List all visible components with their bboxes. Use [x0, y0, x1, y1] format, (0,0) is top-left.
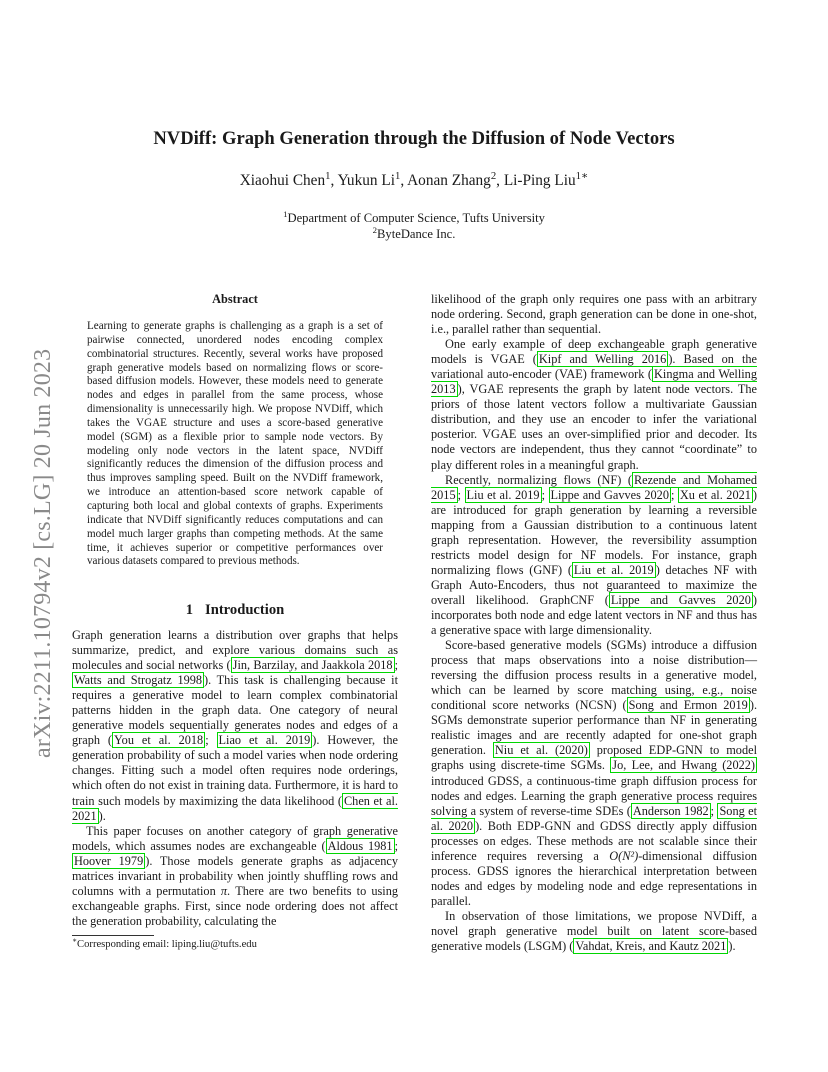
arxiv-identifier: arXiv:2211.10794v2 [cs.LG] 20 Jun 2023 [30, 348, 56, 758]
affiliation-text: ByteDance Inc. [377, 227, 456, 241]
author-name: Xiaohui Chen [239, 172, 326, 189]
text-run: ; [541, 487, 549, 502]
paper-title: NVDiff: Graph Generation through the Diffusion of Node Vectors [153, 128, 675, 149]
section-heading-introduction [72, 602, 398, 619]
citation-link[interactable]: Hoover 1979 [74, 853, 144, 868]
citation-link[interactable]: Anderson 1982 [632, 803, 709, 818]
text-run: ). [98, 808, 106, 823]
right-column-body [431, 292, 757, 954]
citation-link[interactable]: Jo, Lee, and Hwang (2022) [612, 758, 755, 773]
text-run: ; [394, 658, 398, 673]
author-affiliation-mark: 2 [490, 169, 497, 182]
text-run: ) are introduced for graph generation by learning a reversible mapping from a Gaussian distribution to a continuous latent graph representation. However, the reversibility assumption restricts model design for NF models. For instance, graph normalizing flows (GNF) ( [431, 487, 758, 577]
text-run: introduced GDSS, a continuous-time graph diffusion process for nodes and edges. Learning the graph generative process requires solving a system of reverse-time SDEs ( [431, 773, 757, 818]
text-run: ) incorporates both node and edge latent vectors in NF and thus has a generative space with large dimensionality. [431, 592, 757, 638]
citation-link[interactable]: Rezende and Mohamed 2015 [431, 472, 757, 502]
text-run: ; [710, 803, 718, 818]
footnote-rule [72, 935, 154, 936]
text-run: ). [728, 939, 736, 954]
citation-link[interactable]: Liu et al. 2019 [573, 562, 654, 577]
body-paragraph [431, 909, 757, 954]
citation-link[interactable]: Kipf and Welling 2016 [538, 352, 667, 367]
text-run: ) detaches NF with Graph Auto-Encoders, thus not guaranteed to maximize the overall likelihood. GraphCNF ( [431, 562, 757, 607]
text-run: . There are two benefits to using exchangeable graphs. First, since node ordering does not affect the generation probability, calculating the [72, 883, 398, 928]
affiliation-mark: 1 [283, 208, 288, 219]
author-affiliation-mark: 1∗ [575, 169, 589, 182]
citation-link[interactable]: Niu et al. (2020) [494, 743, 588, 758]
affiliation-1 [72, 208, 756, 226]
text-run: Graph generation learns a distribution over graphs that helps summarize, predict, and explore various domains such as molecules and social networks ( [72, 628, 398, 673]
text-run: ; [457, 487, 465, 502]
footnote-mark: ∗ [72, 935, 78, 945]
citation-link[interactable]: Liu et al. 2019 [466, 487, 540, 502]
author-list [72, 169, 756, 190]
abstract-heading: Abstract [212, 292, 258, 306]
section-number: 1 [185, 602, 194, 618]
body-paragraph [431, 473, 757, 639]
body-paragraph [431, 337, 757, 472]
math-expression: O(N²) [609, 848, 639, 863]
text-run: ; [394, 838, 398, 853]
body-paragraph [431, 638, 757, 909]
author-affiliation-mark: 1 [325, 169, 331, 182]
text-run: ). However, the generation probability of such a model varies when node ordering changes. Fitting such a model often requires node orderings, which often do not exist in training data. Furthermore, it is hard to train such models by maximizing the data likelihood ( [72, 733, 398, 808]
author-separator: , [330, 172, 338, 189]
citation-link[interactable]: Lippe and Gavves 2020 [610, 592, 751, 607]
affiliation-text: Department of Computer Science, Tufts University [287, 211, 545, 225]
text-run: One early example of deep exchangeable graph generative models is VGAE ( [431, 337, 757, 367]
author-separator: , [496, 172, 504, 189]
text-run: ). Based on the variational auto-encoder (VAE) framework ( [431, 352, 758, 382]
affiliation-mark: 2 [372, 224, 378, 235]
text-run: ; [205, 733, 217, 748]
text-run: This paper focuses on another category of graph generative models, which assumes nodes are exchangeable ( [72, 823, 398, 853]
left-column-body [72, 628, 398, 929]
text-run: Score-based generative models (SGMs) introduce a diffusion process that maps observations into a noise distribution—reversing the diffusion process results in a generative model, which can be learned by score matching using, e.g., noise conditional score networks (NCSN) ( [431, 638, 757, 713]
footnote [72, 935, 402, 951]
math-symbol: π [220, 883, 228, 898]
intro-paragraph [72, 824, 398, 929]
section-title: Introduction [205, 602, 285, 618]
text-run: In observation of those limitations, we propose NVDiff, a novel graph generative model built on latent score-based generative models (LSGM) ( [431, 908, 757, 954]
affiliation-2 [72, 224, 756, 242]
citation-link[interactable]: Jin, Barzilay, and Jaakkola 2018 [232, 658, 393, 673]
citation-link[interactable]: Kingma and Welling 2013 [431, 367, 757, 397]
citation-link[interactable]: Vahdat, Kreis, and Kautz 2021 [575, 939, 727, 954]
citation-link[interactable]: Song et al. 2020 [431, 803, 758, 833]
body-paragraph: likelihood of the graph only requires one pass with an arbitrary node ordering. Second, graph generation can be done in one-shot, i.e., parallel rather than sequential. [431, 292, 757, 337]
citation-link[interactable]: Liao et al. 2019 [218, 733, 311, 748]
author-separator: , [400, 172, 408, 189]
citation-link[interactable]: Lippe and Gavves 2020 [550, 487, 669, 502]
text-run: proposed EDP-GNN to model graphs using discrete-time SGMs. [431, 743, 757, 773]
text-run: ). Both EDP-GNN and GDSS directly apply diffusion processes on edges. These methods are not scalable since their inference requires reversing a [431, 818, 757, 863]
text-run: Recently, normalizing flows (NF) ( [445, 472, 632, 487]
text-run: ; [670, 487, 678, 502]
citation-link[interactable]: Song and Ermon 2019 [628, 698, 748, 713]
abstract-text: Learning to generate graphs is challenging as a graph is a set of pairwise connected, unordered nodes encoding complex combinatorial structures. Recently, several works have proposed graph generative models based on normalizing flows or score-based diffusion models. However, these models need to generate nodes and edges in parallel from the same process, whose dimensionality is unnecessarily high. We propose NVDiff, which takes the VGAE structure and uses a score-based generative model (SGM) as a flexible prior to sample node vectors. By modeling only node vectors in the latent space, NVDiff significantly reduces the dimension of the diffusion process and thus improves sampling speed. Built on the NVDiff framework, we introduce an attention-based score network capable of capturing both local and global contexts of graphs. Experiments indicate that NVDiff significantly reduces computations and can model much larger graphs than competing methods. At the same time, it achieves superior or competitive performances over various datasets compared to previous methods. [87, 320, 383, 568]
text-run: ), VGAE represents the graph by latent node vectors. The priors of those latent vectors follow a multivariate Gaussian distribution, and they use an encoder to infer the variational posterior. VGAE uses an over-simplified prior and decoder. Its node vectors are independent, thus they cannot “coordinate” to play different roles in a meaningful graph. [431, 382, 757, 472]
text-run: ). This task is challenging because it requires a generative model to learn complex combinatorial patterns hidden in the graph data. One category of neural generative models sequentially generates nodes and edges of a graph ( [72, 673, 398, 748]
citation-link[interactable]: Aldous 1981 [327, 838, 393, 853]
author-name: Yukun Li [337, 172, 395, 189]
footnote-text: Corresponding email: liping.liu@tufts.edu [77, 939, 257, 950]
intro-paragraph [72, 628, 398, 824]
citation-link[interactable]: Chen et al. 2021 [72, 793, 398, 823]
author-name: Li-Ping Liu [503, 172, 576, 189]
text-run: ). Those models generate graphs as adjacency matrices invariant in probability when jointly shuffling rows and columns with a permutation [72, 853, 398, 898]
text-run: ). SGMs demonstrate superior performance than NF in generating realistic images and are recently adapted for one-shot graph generation. [431, 698, 758, 758]
author-affiliation-mark: 1 [394, 169, 401, 182]
author-name: Aonan Zhang [407, 172, 491, 189]
citation-link[interactable]: Watts and Strogatz 1998 [74, 673, 203, 688]
citation-link[interactable]: You et al. 2018 [114, 733, 204, 748]
citation-link[interactable]: Xu et al. 2021 [679, 487, 751, 502]
text-run: -dimensional diffusion process. GDSS ignores the hierarchical interpretation between nodes and edges by modeling node and edge representations in parallel. [431, 848, 757, 908]
